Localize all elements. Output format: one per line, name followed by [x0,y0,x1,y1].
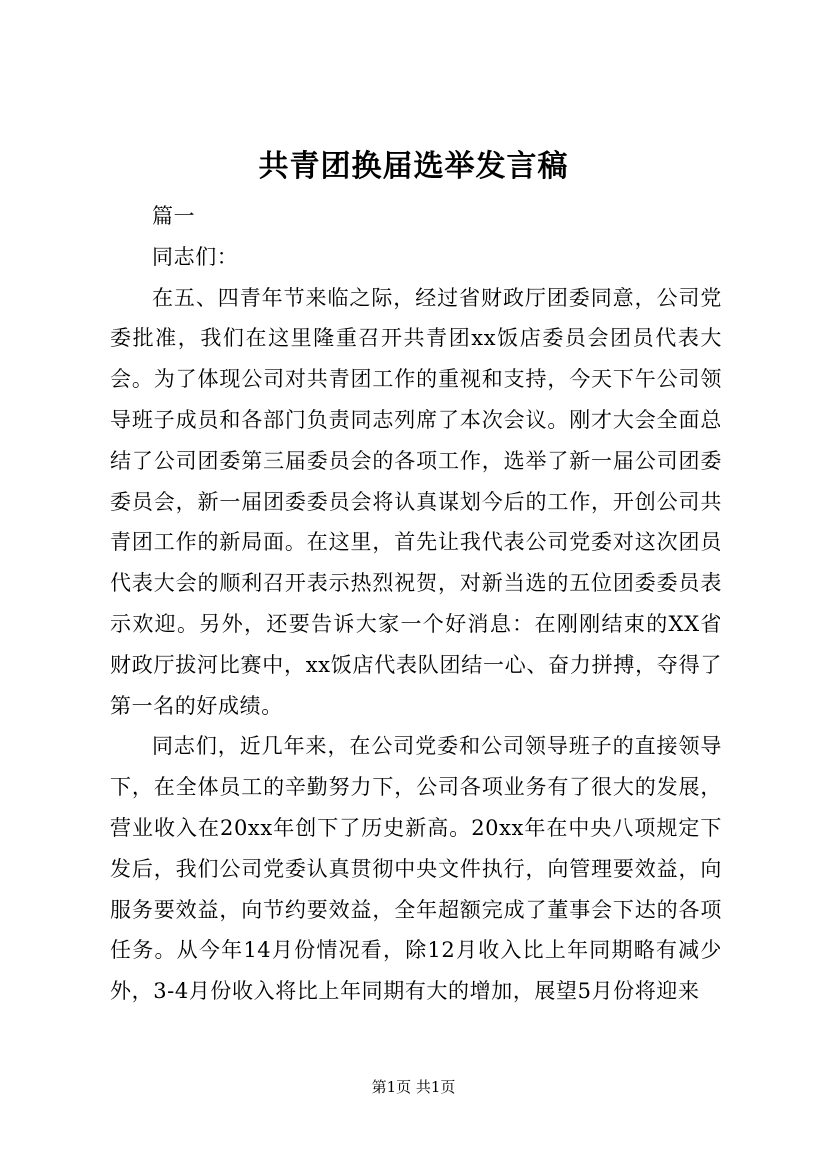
body-paragraph: 在五、四青年节来临之际，经过省财政厅团委同意，公司党委批准，我们在这里隆重召开共青团xx饭店委员会团员代表大会。为了体现公司对共青团工作的重视和支持，今天下午公司领导班子成员和各部门负责同志列席了本次会议。刚才大会全面总结了公司团委第三届委员会的各项工作，选举了新一届公司团委委员会，新一届团委委员会将认真谋划今后的工作，开创公司共青团工作的新局面。在这里，首先让我代表公司党委对这次团员代表大会的顺利召开表示热烈祝贺，对新当选的五位团委委员表示欢迎。另外，还要告诉大家一个好消息：在刚刚结束的XX省财政厅拔河比赛中，xx饭店代表队团结一心、奋力拼搏，夺得了第一名的好成绩。 [110,285,722,718]
body-paragraph: 同志们，近几年来，在公司党委和公司领导班子的直接领导下，在全体员工的辛勤努力下，公司各项业务有了很大的发展，营业收入在20xx年创下了历史新高。20xx年在中央八项规定下发后，我们公司党委认真贯彻中央文件执行，向管理要效益，向服务要效益，向节约要效益，全年超额完成了董事会下达的各项任务。从今年14月份情况看，除12月收入比上年同期略有减少外，3-4月份收入将比上年同期有大的增加，展望5月份将迎来 [110,734,722,1004]
section-label: 篇一 [152,204,196,228]
document-title: 共青团换届选举发言稿 [258,149,569,184]
document-body [110,196,722,1012]
salutation: 同志们： [152,244,239,269]
page-number-footer: 第1页 共1页 [371,1078,456,1096]
